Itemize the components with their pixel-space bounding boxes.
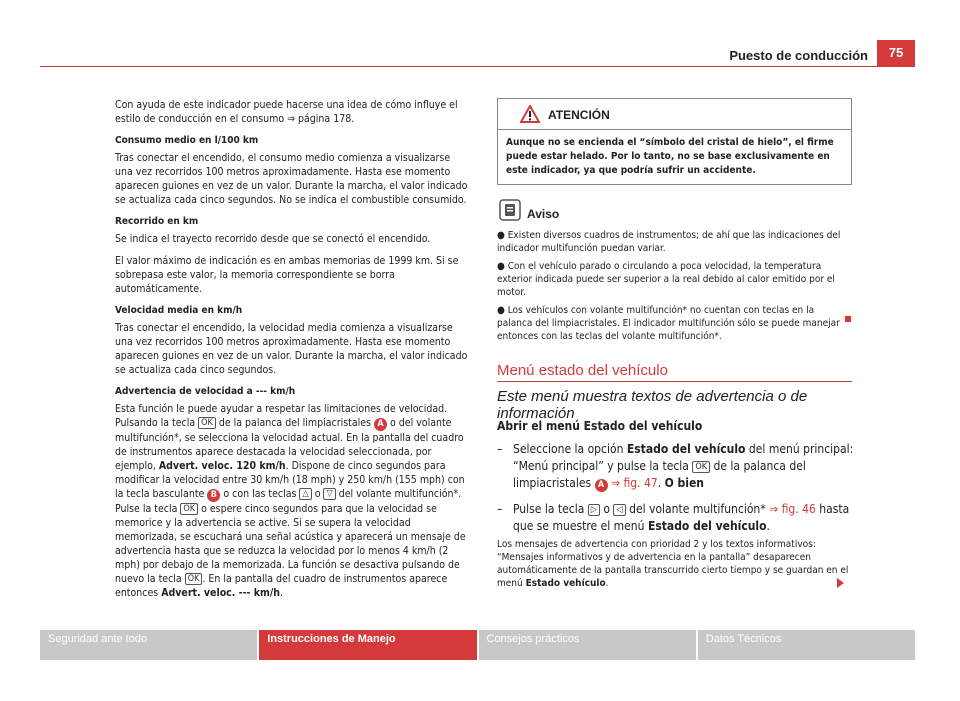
final-note: Los mensajes de advertencia con prioridad 2 y los textos informativos: “Mensajes informativos y de advertencia en la pantalla” desaparecen automáticamente de la pantalla transcurrido cierto tiempo y se guardan en el menú Estado vehículo. <box>497 539 849 589</box>
intro-paragraph: Con ayuda de este indicador puede hacerse una idea de cómo influye el estilo de conducción en el consumo ⇒ página 178. <box>115 99 458 125</box>
warning-title: ATENCIÓN <box>548 108 610 122</box>
steps-block <box>497 418 857 544</box>
distance-text: Se indica el trayecto recorrido desde que se conectó el encendido. <box>115 233 431 245</box>
callout-b-icon: B <box>207 489 220 502</box>
consumption-text: Tras conectar el encendido, el consumo medio comienza a visualizarse una vez recorridos 100 metros aproximadamente. Hasta ese momento aparecen guiones en vez de un valor. Durante la marcha, el valor indicado se actualiza cada cinco segundos. No se indica el combustible consumido. <box>115 152 468 206</box>
section-divider <box>497 381 852 382</box>
speed-warning-text: Esta función le puede ayudar a respetar las limitaciones de velocidad. Pulsando la tecla OK de la palanca del limpiacristales A o del volante multifunción*, se selecciona la velocidad actual. En la pantalla del cuadro de instrumentos aparece destacada la velocidad seleccionada, por ejemplo, Advert. veloc. 120 km/h. Dispone de cinco segundos para modificar la velocidad entre 30 km/h (18 mph) y 250 km/h (155 mph) con la tecla basculante B o con las teclas △ o ▽ del volante multifunción*. Pulse la tecla OK o espere cinco segundos para que la velocidad se memorice y la advertencia se active. Si se supera la velocidad memorizada, se escuchará una señal acústica y aparecerá un mensaje de advertencia hasta que se reduzca la velocidad por lo menos 4 km/h (2 mph) por debajo de la memorizada. La función se desactiva pulsando de nuevo la tecla OK . En la pantalla del cuadro de instrumentos aparece entonces Advert. veloc. --- km/h. <box>115 403 466 599</box>
left-key-icon: ◁ <box>613 504 625 516</box>
tab-technical-data[interactable]: Datos Técnicos <box>698 630 915 660</box>
warning-header <box>498 99 851 130</box>
ok-key-icon: OK <box>180 503 198 515</box>
notice-bullet: ● Con el vehículo parado o circulando a poca velocidad, la temperatura exterior indicada puede ser superior a la real debido al calor emitido por el motor. <box>497 261 835 298</box>
warning-text: Aunque no se encienda el “símbolo del cristal de hielo”, el firme puede estar helado. Por lo tanto, no se base exclusivamente en este indicador, ya que podría sufrir un accidente. <box>506 137 834 176</box>
ok-key-icon: OK <box>198 417 216 429</box>
distance-max-text: El valor máximo de indicación es en ambas memorias de 1999 km. Si se sobrepasa este valor, la memoria correspondiente se borra automáticamente. <box>115 255 459 295</box>
page-header-title: Puesto de conducción <box>729 48 868 63</box>
tab-safety[interactable]: Seguridad ante todo <box>40 630 257 660</box>
header-divider <box>40 66 915 67</box>
notice-bullet: ● Existen diversos cuadros de instrumentos; de ahí que las indicaciones del indicador multifunción puedan variar. <box>497 230 841 254</box>
avg-speed-heading: Velocidad media en km/h <box>115 305 243 316</box>
left-column <box>115 98 468 608</box>
figure-reference-link[interactable]: ⇒ fig. 47 <box>610 476 658 490</box>
callout-a-icon: A <box>374 418 387 431</box>
up-key-icon: △ <box>299 488 311 500</box>
warning-box <box>497 98 852 185</box>
distance-heading: Recorrido en km <box>115 216 199 227</box>
avg-speed-text: Tras conectar el encendido, la velocidad media comienza a visualizarse una vez recorridos 100 metros aproximadamente. Hasta ese momento aparecen guiones en vez de un valor. Durante la marcha, el valor indicado se actualiza cada cinco segundos. <box>115 322 468 376</box>
notice-header <box>497 199 852 225</box>
consumption-heading: Consumo medio en l/100 km <box>115 135 259 146</box>
right-column <box>497 98 852 348</box>
steps-heading: Abrir el menú Estado del vehículo <box>497 419 703 433</box>
section-subtitle: Este menú muestra textos de advertencia o de información <box>497 388 808 422</box>
section-title: Menú estado del vehículo <box>497 362 668 379</box>
ok-key-icon: OK <box>692 461 710 473</box>
notice-bullet: ● Los vehículos con volante multifunción* no cuentan con teclas en la palanca del limpiacristales. El indicador multifunción sólo se puede manejar entonces con las teclas del volante multifunción*. <box>497 305 840 342</box>
speed-warning-heading: Advertencia de velocidad a --- km/h <box>115 386 296 397</box>
page-number: 75 <box>877 40 915 66</box>
notice-title: Aviso <box>527 207 560 221</box>
notice-info-icon <box>499 199 521 225</box>
callout-a-icon: A <box>595 479 608 492</box>
warning-triangle-icon <box>520 105 540 127</box>
section-end-marker-icon <box>845 316 851 322</box>
right-key-icon: ▷ <box>588 504 600 516</box>
step-item: – Seleccione la opción Estado del vehículo del menú principal: “Menú principal” y pulse la tecla OK de la palanca del limpiacristales A ⇒ fig. 47. O bien <box>497 442 854 490</box>
ok-key-icon: OK <box>185 573 203 585</box>
tab-practical-tips[interactable]: Consejos prácticos <box>479 630 696 660</box>
tab-operating-instructions[interactable]: Instrucciones de Manejo <box>259 630 476 660</box>
continue-arrow-icon <box>837 578 844 588</box>
footer-tab-bar <box>40 630 915 660</box>
figure-reference-link[interactable]: ⇒ fig. 46 <box>769 502 816 516</box>
down-key-icon: ▽ <box>323 488 335 500</box>
step-item: – Pulse la tecla ▷ o ◁ del volante multifunción* ⇒ fig. 46 hasta que se muestre el menú Estado del vehículo. <box>497 502 850 533</box>
